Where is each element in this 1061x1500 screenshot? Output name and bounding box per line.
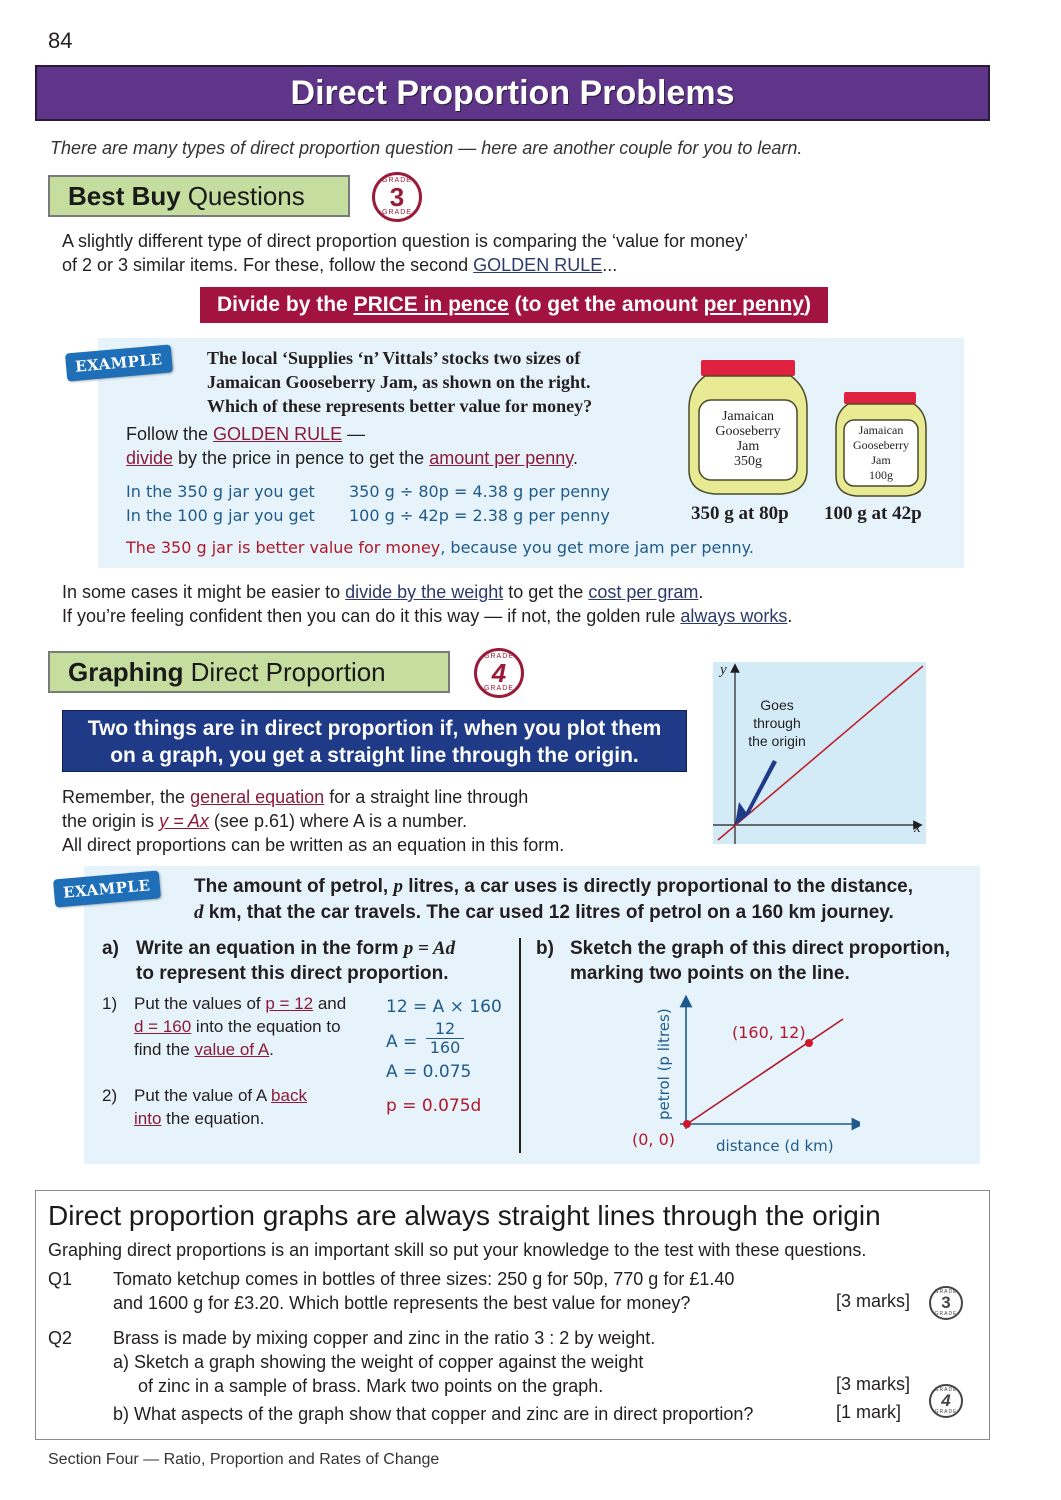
best-buy-paragraph [62, 229, 748, 277]
question-line: The local ‘Supplies ‘n’ Vittals’ stocks two sizes of [207, 348, 581, 368]
grade-label: GRADE [382, 209, 412, 216]
text: of 2 or 3 similar items. For these, follow the second [62, 255, 474, 275]
working-line-3: A = 0.075 [386, 1062, 472, 1082]
question-line: marking two points on the line. [570, 963, 850, 984]
fraction-denominator: 160 [429, 1038, 461, 1057]
emphasis: divide [126, 448, 174, 468]
question-line: Brass is made by mixing copper and zinc in the ratio 3 : 2 by weight. [113, 1328, 656, 1348]
grade-label: GRADE [484, 685, 514, 692]
emphasis: general equation [190, 787, 325, 807]
text: . [269, 1040, 274, 1059]
intro-text: There are many types of direct proportion question — here are another couple for you to learn. [50, 138, 803, 158]
text-line [62, 604, 792, 628]
grade-number: 3 [389, 182, 405, 212]
text: If you’re feeling confident then you can do it this way — if not, the golden rule [62, 606, 681, 626]
golden-rule-ref: GOLDEN RULE [213, 424, 343, 444]
example-tag: EXAMPLE [53, 870, 161, 907]
calc-value: 350 g ÷ 80p = 4.38 g per penny [349, 482, 610, 501]
grade-number: 3 [941, 1293, 951, 1312]
grade-label: GRADE [484, 653, 514, 660]
text-line [62, 580, 792, 604]
question-line: to represent this direct proportion. [136, 963, 449, 984]
jar-label-line: Gooseberry [853, 438, 909, 452]
text: litres, a car uses is directly proportional to the distance, [403, 876, 913, 897]
text: and [313, 994, 347, 1013]
golden-rule-box [200, 287, 828, 323]
text: find the [134, 1040, 195, 1059]
conclusion [126, 536, 754, 560]
section-heading-best-buy [48, 175, 350, 217]
grade-label: GRADE [934, 1409, 958, 1415]
emphasis: amount per penny [429, 448, 573, 468]
step-line [102, 1015, 346, 1038]
parts-divider [519, 938, 521, 1153]
part-marker: b) [536, 938, 554, 959]
step-line [102, 1107, 307, 1130]
text: Sketch the graph of this direct proportion, [570, 938, 951, 959]
golden-rule-link: GOLDEN RULE [473, 255, 603, 275]
text: into the equation to [191, 1017, 341, 1036]
text: km, that the car travels. The car used 12 litres of petrol on a 160 km journey. [203, 902, 894, 923]
alternative-method-text [62, 580, 792, 628]
jar-large-label [699, 409, 797, 469]
emphasis: d = 160 [134, 1017, 192, 1036]
heading-bold: Best Buy [68, 180, 181, 211]
step-line [102, 992, 346, 1015]
text: Put the value of A [134, 1086, 272, 1105]
emphasis: divide by the weight [345, 582, 504, 602]
question-line: Tomato ketchup comes in bottles of three sizes: 250 g for 50p, 770 g for £1.40 [113, 1269, 735, 1289]
part-a-step-2 [102, 1084, 307, 1130]
conclusion-reason: , because you get more jam per penny. [440, 538, 754, 557]
jar-label-line: Jam [871, 453, 891, 467]
equation: p = Ad [403, 938, 456, 959]
step-line [102, 1084, 307, 1107]
annotation-line: Goes [760, 697, 794, 713]
emphasis: into [134, 1109, 162, 1128]
question-line [536, 936, 950, 961]
text: the equation. [161, 1109, 265, 1128]
working-fraction-lhs: A = [386, 1032, 418, 1052]
jar-label-line: Gooseberry [715, 424, 781, 439]
conclusion-answer: The 350 g jar is better value for money [126, 538, 441, 557]
grade-label: GRADE [934, 1311, 958, 1317]
rule-line: on a graph, you get a straight line through the origin. [110, 744, 639, 767]
text: the origin is [62, 811, 160, 831]
text: . [572, 448, 578, 468]
direct-proportion-rule-box [62, 710, 687, 772]
question-line [194, 900, 913, 926]
method-line [126, 446, 578, 470]
variable: p [393, 876, 403, 897]
working-fraction [426, 1020, 464, 1057]
practice-subtitle: Graphing direct proportions is an important skill so put your knowledge to the test with these questions. [48, 1240, 867, 1260]
jar-label-line: 100g [869, 468, 893, 482]
text: The amount of petrol, [194, 876, 394, 897]
rule-line: Two things are in direct proportion if, when you plot them [87, 717, 662, 740]
jar-label-line: Jam [736, 439, 760, 454]
calc-row [126, 504, 610, 528]
calc-value: 100 g ÷ 42p = 2.38 g per penny [349, 506, 610, 525]
text: (see p.61) where A is a number. [208, 811, 468, 831]
part-marker: a) [102, 938, 119, 959]
page-number: 84 [48, 28, 73, 53]
q1-text [113, 1267, 734, 1315]
jar-large-price: 350 g at 80p [691, 503, 789, 524]
example-question [207, 346, 592, 418]
y-axis-label: y [720, 662, 727, 678]
working-line-1: 12 = A × 160 [386, 997, 502, 1017]
text: — [342, 424, 366, 444]
petrol-question [194, 874, 913, 926]
emphasis: value of A [194, 1040, 270, 1059]
origin-diagram [713, 662, 926, 844]
example-method [126, 422, 578, 470]
text: for a straight line through [324, 787, 529, 807]
grade-label: GRADE [934, 1289, 958, 1295]
q2a-marks: [3 marks] [836, 1374, 911, 1394]
emphasis: p = 12 [265, 994, 314, 1013]
text: Remember, the [62, 787, 191, 807]
step-number: 1) [102, 994, 118, 1013]
y-axis-label: petrol (p litres) [655, 1008, 673, 1120]
text: to get the [503, 582, 589, 602]
calc-label: In the 100 g jar you get [126, 506, 315, 525]
origin-annotation [737, 696, 817, 750]
q1-number: Q1 [48, 1269, 73, 1289]
heading-rest: Direct Proportion [190, 656, 386, 687]
text-line: All direct proportions can be written as an equation in this form. [62, 835, 565, 855]
step-line [102, 1038, 346, 1061]
point-160-12-label: (160, 12) [732, 1023, 806, 1042]
annotation-line: through [753, 715, 801, 731]
heading-rest: Questions [187, 180, 305, 211]
text-line [62, 785, 564, 809]
calc-label: In the 350 g jar you get [126, 482, 315, 501]
question-line: Which of these represents better value for money? [207, 396, 593, 416]
text: . [698, 582, 704, 602]
rule-emphasis: per penny [703, 293, 804, 316]
emphasis: back [271, 1086, 307, 1105]
fraction-numerator: 12 [426, 1020, 464, 1039]
question-line: Jamaican Gooseberry Jam, as shown on the right. [207, 372, 591, 392]
question-line [194, 874, 913, 900]
emphasis: always works [680, 606, 788, 626]
q2-number: Q2 [48, 1328, 73, 1348]
emphasis: cost per gram [588, 582, 699, 602]
text: by the price in pence to get the [173, 448, 430, 468]
q1-marks: [3 marks] [836, 1291, 911, 1311]
working-answer: p = 0.075d [386, 1096, 482, 1116]
grade-label: GRADE [934, 1387, 958, 1393]
calc-row [126, 480, 610, 504]
text: Write an equation in the form [136, 938, 404, 959]
x-axis-label: distance (d km) [716, 1137, 834, 1155]
annotation-line: the origin [748, 733, 806, 749]
part-b-question [536, 936, 950, 986]
q2-text [113, 1326, 753, 1426]
grade-label: GRADE [382, 177, 412, 184]
example-tag: EXAMPLE [65, 344, 173, 381]
text: ) [803, 293, 811, 316]
q2b-marks: [1 mark] [836, 1402, 902, 1422]
text: In some cases it might be easier to [62, 582, 346, 602]
text-line [62, 809, 564, 833]
section-footer: Section Four — Ratio, Proportion and Rates of Change [48, 1451, 440, 1468]
page-title-bar [35, 65, 990, 121]
practice-title: Direct proportion graphs are always straight lines through the origin [48, 1200, 881, 1231]
para-line [62, 253, 748, 277]
equation: y = Ax [159, 811, 209, 831]
grade-3-badge-icon [372, 172, 422, 222]
method-line [126, 422, 578, 446]
general-equation-text [62, 785, 564, 857]
text: . [787, 606, 793, 626]
jar-label-line: Jamaican [858, 423, 904, 437]
x-axis-label: x [914, 820, 921, 836]
jar-small-label [844, 423, 918, 483]
text: Put the values of [134, 994, 266, 1013]
question-line [102, 936, 455, 961]
rule-emphasis: PRICE in pence [353, 293, 509, 316]
text: Divide by the [217, 293, 348, 316]
grade-3-badge-icon [929, 1286, 963, 1320]
text: ... [602, 255, 618, 275]
variable: d [194, 902, 204, 923]
grade-number: 4 [941, 1391, 951, 1410]
part-a-question [102, 936, 455, 986]
text: (to get the amount [514, 293, 698, 316]
part-a-step-1 [102, 992, 346, 1061]
text: Follow the [126, 424, 214, 444]
question-line: b) What aspects of the graph show that copper and zinc are in direct proportion? [113, 1404, 754, 1424]
section-heading-graphing [48, 651, 450, 693]
step-number: 2) [102, 1086, 118, 1105]
question-line: and 1600 g for £3.20. Which bottle represents the best value for money? [113, 1293, 691, 1313]
point-origin-label: (0, 0) [632, 1130, 676, 1149]
question-line: of zinc in a sample of brass. Mark two points on the graph. [138, 1376, 604, 1396]
origin-graph-icon [713, 662, 926, 844]
para-line: A slightly different type of direct proportion question is comparing the ‘value for money’ [62, 231, 749, 251]
grade-number: 4 [491, 658, 507, 688]
question-line: a) Sketch a graph showing the weight of copper against the weight [113, 1352, 644, 1372]
jar-label-line: 350g [734, 454, 762, 469]
page-title: Direct Proportion Problems [290, 73, 735, 112]
heading-bold: Graphing [68, 656, 184, 687]
jar-label-line: Jamaican [721, 409, 775, 424]
petrol-distance-graph [600, 995, 860, 1145]
grade-4-badge-icon [929, 1384, 963, 1418]
grade-4-badge-icon [474, 648, 524, 698]
jar-small-price: 100 g at 42p [824, 503, 922, 524]
